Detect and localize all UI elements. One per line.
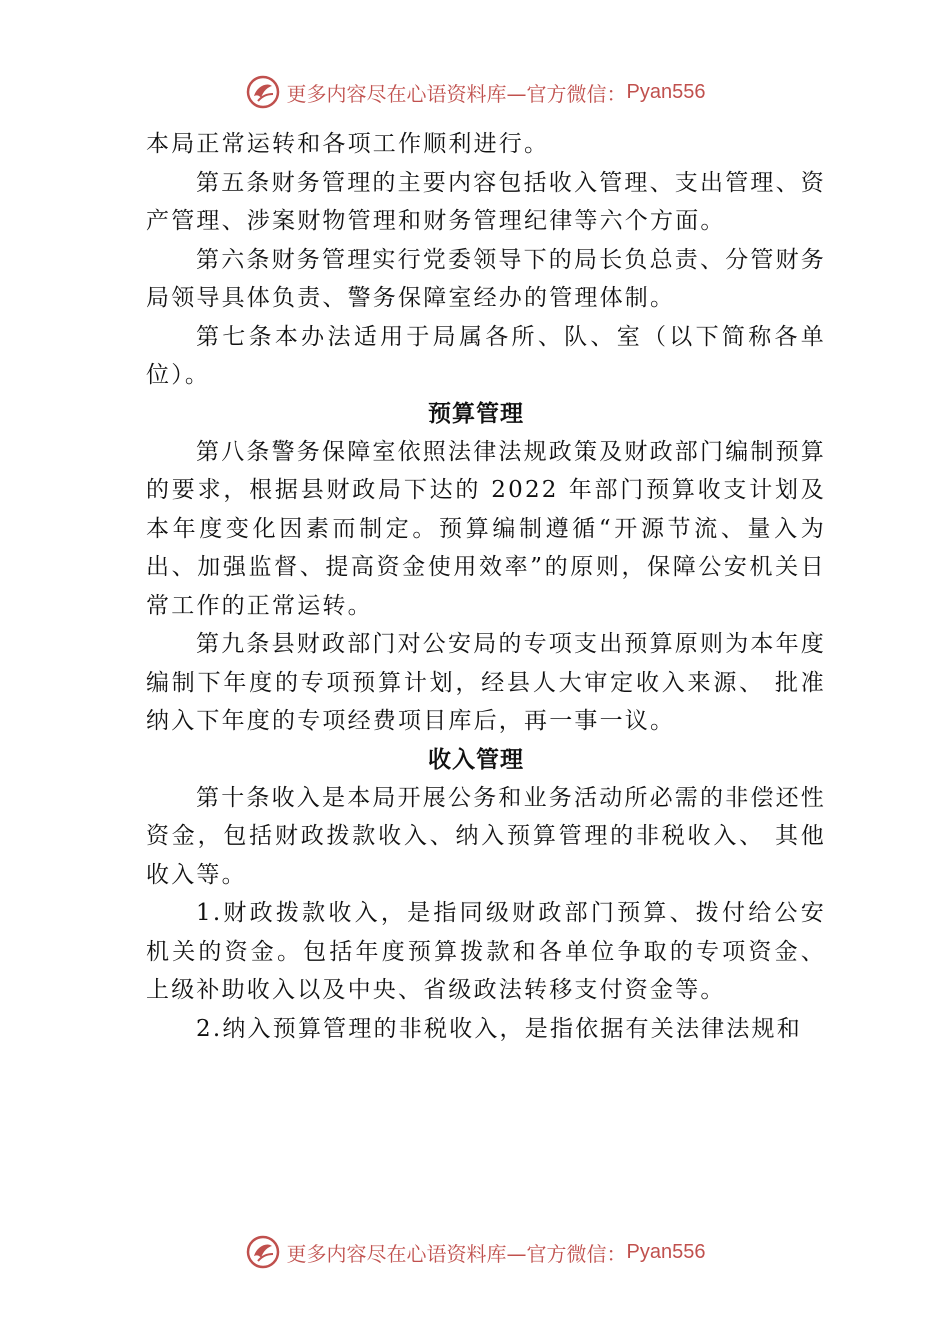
paragraph-article-9: 第九条县财政部门对公安局的专项支出预算原则为本年度编制下年度的专项预算计划，经县人大审定收入来源、 批准纳入下年度的专项经费项目库后，再一事一议。	[146, 631, 826, 734]
section-heading-budget: 预算管理	[428, 400, 524, 427]
document-body	[146, 125, 826, 1048]
watermark-text: 更多内容尽在心语资料库—官方微信：	[286, 81, 627, 106]
section-heading-income: 收入管理	[428, 746, 524, 773]
footer-watermark	[0, 1232, 950, 1272]
brand-logo-icon	[245, 1234, 281, 1270]
paragraph-item-2: 2.纳入预算管理的非税收入，是指依据有关法律法规和	[196, 1015, 802, 1042]
paragraph-item-1: 1.财政拨款收入，是指同级财政部门预算、拨付给公安机关的资金。包括年度预算拨款和各单位争取的专项资金、 上级补助收入以及中央、省级政法转移支付资金等。	[146, 900, 826, 1003]
brand-logo-icon	[245, 74, 281, 110]
watermark-text: 更多内容尽在心语资料库—官方微信：	[286, 1241, 627, 1266]
header-watermark	[0, 72, 950, 112]
paragraph: 本局正常运转和各项工作顺利进行。	[146, 131, 550, 157]
watermark-wechat-id: Pyan556	[626, 1240, 706, 1263]
watermark-wechat-id: Pyan556	[626, 80, 706, 103]
paragraph-article-10: 第十条收入是本局开展公务和业务活动所必需的非偿还性资金，包括财政拨款收入、纳入预算管理的非税收入、 其他收入等。	[146, 784, 826, 888]
paragraph-article-6: 第六条财务管理实行党委领导下的局长负总责、分管财务局领导具体负责、警务保障室经办的管理体制。	[146, 246, 826, 311]
paragraph-article-7: 第七条本办法适用于局属各所、队、室（以下简称各单位）。	[146, 323, 826, 388]
paragraph-article-5: 第五条财务管理的主要内容包括收入管理、支出管理、资产管理、涉案财物管理和财务管理纪律等六个方面。	[146, 169, 826, 234]
paragraph-article-8: 第八条警务保障室依照法律法规政策及财政部门编制预算的要求，根据县财政局下达的 2022 年部门预算收支计划及本年度变化因素而制定。预算编制遵循“开源节流、量入为出、加强监督、提高资金使用效率”的原则，保障公安机关日常工作的正常运转。	[146, 438, 826, 619]
